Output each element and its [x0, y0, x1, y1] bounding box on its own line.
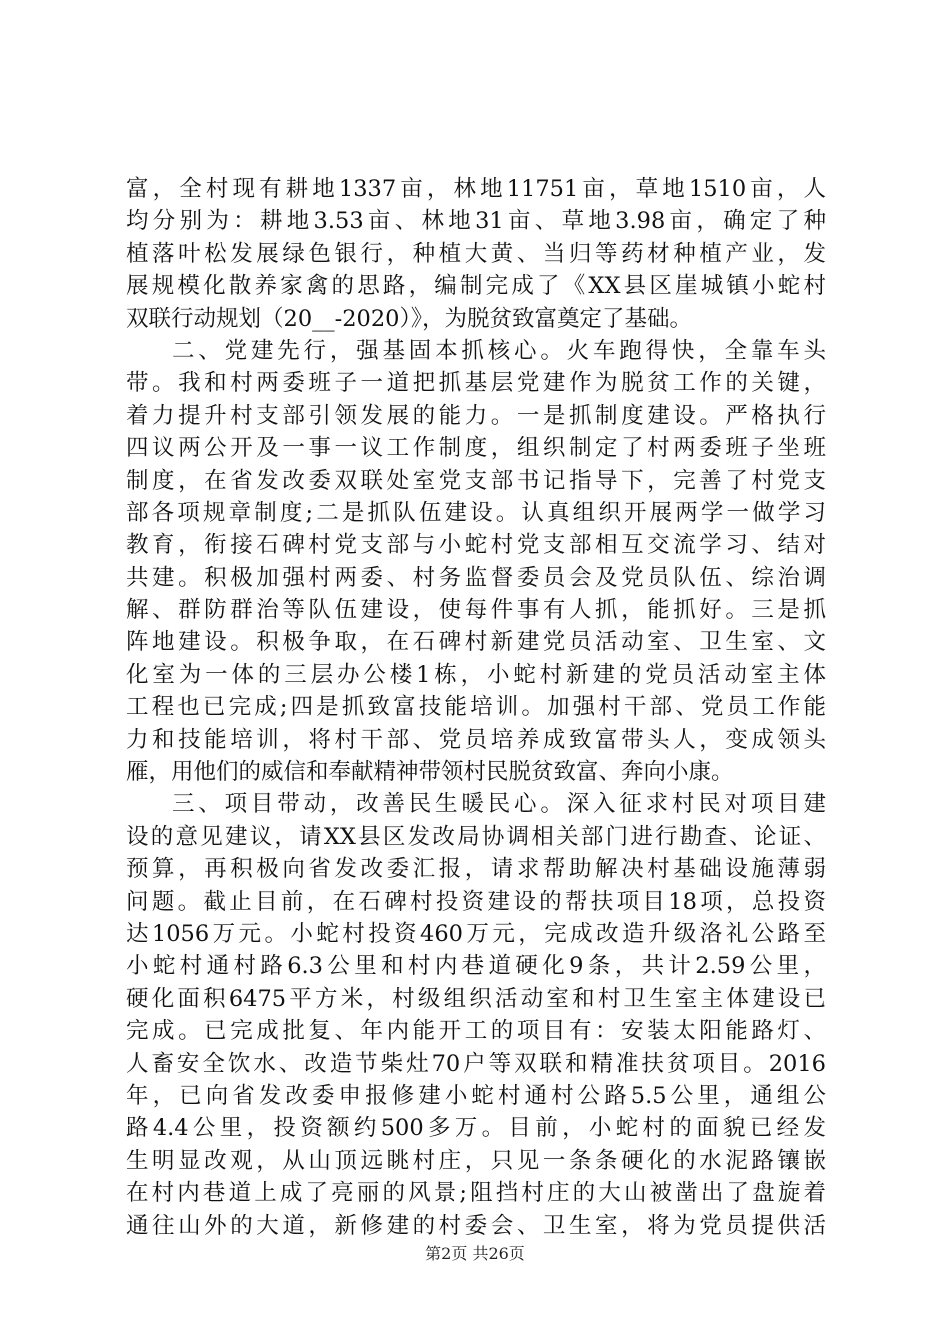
paragraph-start-line: 二、党建先行，强基固本抓核心。火车跑得快，全靠车头 — [172, 337, 826, 364]
text-line: 带。我和村两委班子一道把抓基层党建作为脱贫工作的关键， — [126, 370, 826, 397]
text-line: 小蛇村通村路6.3公里和村内巷道硬化9条，共计2.59公里， — [126, 953, 826, 980]
text-line: 通往山外的大道，新修建的村委会、卫生室，将为党员提供活 — [126, 1212, 826, 1239]
text-line: 生明显改观，从山顶远眺村庄，只见一条条硬化的水泥路镶嵌 — [126, 1147, 826, 1174]
text-line: 富，全村现有耕地1337亩，林地11751亩，草地1510亩，人 — [126, 176, 826, 202]
text-line: 着力提升村支部引领发展的能力。一是抓制度建设。严格执行 — [126, 402, 826, 429]
text-line: 力和技能培训，将村干部、党员培养成致富带头人，变成领头 — [126, 726, 826, 753]
text-line: 共建。积极加强村两委、村务监督委员会及党员队伍、综治调 — [126, 564, 826, 591]
text-line: 路4.4公里，投资额约500多万。目前，小蛇村的面貌已经发 — [126, 1115, 826, 1142]
text-line: 达1056万元。小蛇村投资460万元，完成改造升级洛礼公路至 — [126, 920, 826, 947]
text-line: 均分别为：耕地3.53亩、林地31亩、草地3.98亩，确定了种 — [126, 208, 826, 235]
text-line: 阵地建设。积极争取，在石碑村新建党员活动室、卫生室、文 — [126, 629, 826, 656]
text-line: 植落叶松发展绿色银行，种植大黄、当归等药材种植产业，发 — [126, 240, 826, 267]
text-line: 硬化面积6475平方米，村级组织活动室和村卫生室主体建设已 — [126, 985, 826, 1012]
text-line: 化室为一体的三层办公楼1栋，小蛇村新建的党员活动室主体 — [126, 661, 826, 688]
text-line: 部各项规章制度;二是抓队伍建设。认真组织开展两学一做学习 — [126, 499, 826, 526]
text-line: 双联行动规划（20__-2020）》，为脱贫致富奠定了基础。 — [126, 305, 692, 332]
body-text — [126, 173, 826, 1242]
text-line: 在村内巷道上成了亮丽的风景;阻挡村庄的大山被凿出了盘旋着 — [126, 1180, 826, 1207]
text-line: 完成。已完成批复、年内能开工的项目有：安装太阳能路灯、 — [126, 1018, 826, 1045]
text-line: 问题。截止目前，在石碑村投资建设的帮扶项目18项，总投资 — [126, 888, 826, 915]
text-line: 四议两公开及一事一议工作制度，组织制定了村两委班子坐班 — [126, 435, 826, 462]
text-line: 解、群防群治等队伍建设，使每件事有人抓，能抓好。三是抓 — [126, 597, 826, 624]
text-line: 教育，衔接石碑村党支部与小蛇村党支部相互交流学习、结对 — [126, 532, 826, 559]
text-line: 预算，再积极向省发改委汇报，请求帮助解决村基础设施薄弱 — [126, 856, 826, 883]
paragraph-start-line: 三、项目带动，改善民生暖民心。深入征求村民对项目建 — [172, 791, 826, 818]
text-line: 制度，在省发改委双联处室党支部书记指导下，完善了村党支 — [126, 467, 826, 494]
page-number-footer: 第2页 共26页 — [425, 1244, 525, 1263]
text-line: 雁，用他们的威信和奉献精神带领村民脱贫致富、奔向小康。 — [126, 759, 734, 786]
text-line: 设的意见建议，请XX县区发改局协调相关部门进行勘查、论证、 — [126, 823, 826, 850]
text-line: 人畜安全饮水、改造节柴灶70户等双联和精准扶贫项目。2016 — [126, 1050, 826, 1077]
text-line: 工程也已完成;四是抓致富技能培训。加强村干部、党员工作能 — [126, 694, 826, 721]
text-line: 展规模化散养家禽的思路，编制完成了《XX县区崖城镇小蛇村 — [126, 273, 826, 300]
text-line: 年，已向省发改委申报修建小蛇村通村公路5.5公里，通组公 — [126, 1082, 826, 1109]
